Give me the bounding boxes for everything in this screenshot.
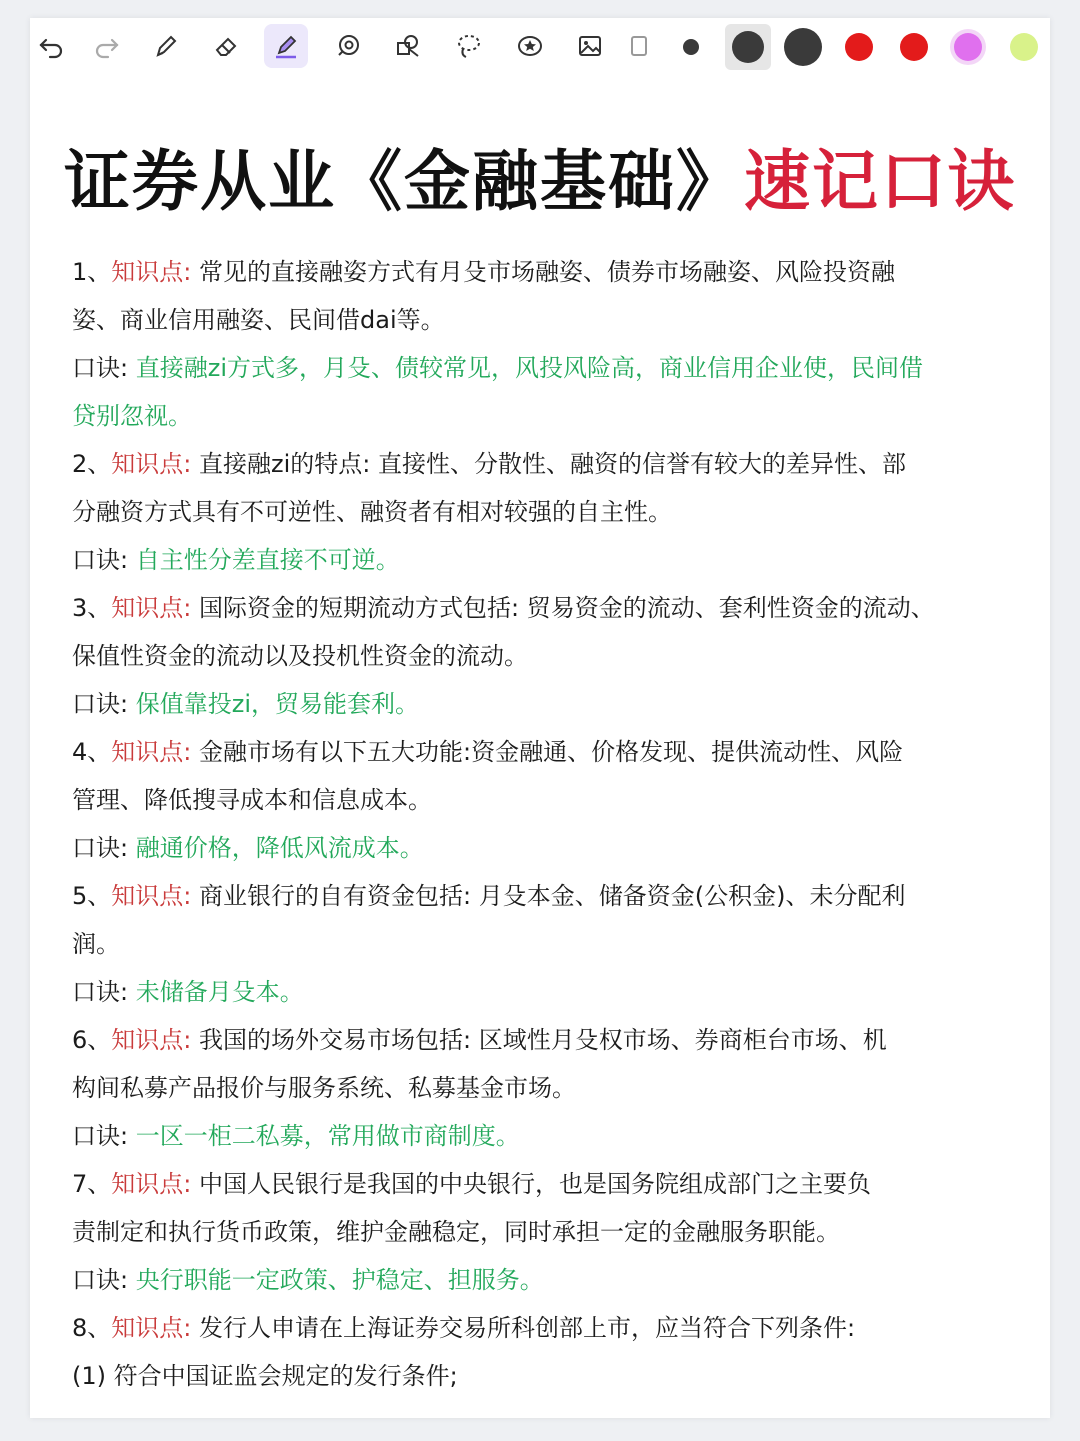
- item-number: 2、: [72, 450, 112, 478]
- knowledge-point-label: 知识点:: [111, 450, 192, 478]
- mnemonic-label: 口诀:: [72, 1122, 129, 1150]
- knowledge-point-text: 润。: [72, 930, 120, 958]
- knowledge-point-text: 责制定和执行货币政策，维护金融稳定，同时承担一定的金融服务职能。: [72, 1218, 840, 1246]
- knowledge-point-label: 知识点:: [111, 1314, 192, 1342]
- knowledge-point-text: 中国人民银行是我国的中央银行，也是国务院组成部门之主要负: [199, 1170, 872, 1198]
- list-item: [72, 248, 1022, 296]
- list-item-cont: [72, 776, 1022, 824]
- mnemonic-text: 一区一柜二私募，常用做市商制度。: [135, 1122, 520, 1150]
- item-number: 6、: [72, 1026, 112, 1054]
- item-number: 8、: [72, 1314, 112, 1342]
- knowledge-point-label: 知识点:: [111, 258, 192, 286]
- knowledge-point-text: 商业银行的自有资金包括: 月殳本金、储备资金(公积金)、未分配利: [199, 882, 906, 910]
- mnemonic-label: 口诀:: [72, 834, 129, 862]
- mnemonic-label: 口诀:: [72, 546, 129, 574]
- knowledge-point-text: 保值性资金的流动以及投机性资金的流动。: [72, 642, 528, 670]
- undo-icon[interactable]: [30, 24, 74, 68]
- mnemonic: [72, 1112, 1022, 1160]
- mnemonic-text: 央行职能一定政策、护稳定、担服务。: [135, 1266, 544, 1294]
- image-icon[interactable]: [568, 24, 612, 68]
- mnemonic-text: 融通价格，降低风流成本。: [135, 834, 424, 862]
- title-black: 证券从业《金融基础》: [64, 143, 744, 220]
- mnemonic-label: 口诀:: [72, 354, 129, 382]
- mnemonic-label: 口诀:: [72, 690, 129, 718]
- redo-icon[interactable]: [84, 24, 128, 68]
- highlighter-icon[interactable]: [264, 24, 308, 68]
- list-item: [72, 1160, 1022, 1208]
- mnemonic-text: 未储备月殳本。: [135, 978, 304, 1006]
- color-swatch-lime[interactable]: [1010, 33, 1038, 61]
- knowledge-point-text: 姿、商业信用融姿、民间借dai等。: [72, 306, 445, 334]
- knowledge-point-label: 知识点:: [111, 1026, 192, 1054]
- drawing-toolbar: [30, 20, 1050, 74]
- page-title: [0, 128, 1080, 223]
- mnemonic: [72, 680, 1022, 728]
- list-item: [72, 872, 1022, 920]
- mnemonic-label: 口诀:: [72, 1266, 129, 1294]
- mnemonic-text: 保值靠投zi，贸易能套利。: [135, 690, 419, 718]
- color-swatch-red-small[interactable]: [845, 33, 873, 61]
- knowledge-point-text: 发行人申请在上海证券交易所科创部上市，应当符合下列条件:: [199, 1314, 856, 1342]
- item-number: 7、: [72, 1170, 112, 1198]
- knowledge-point-text: 金融市场有以下五大功能:资金融通、价格发现、提供流动性、风险: [199, 738, 904, 766]
- knowledge-point-label: 知识点:: [111, 594, 192, 622]
- mnemonic: [72, 344, 1022, 392]
- sticker-icon[interactable]: [508, 24, 552, 68]
- mnemonic: [72, 968, 1022, 1016]
- knowledge-point-label: 知识点:: [111, 738, 192, 766]
- list-item: [72, 1016, 1022, 1064]
- note-content: [72, 248, 1022, 1400]
- eraser-icon[interactable]: [204, 24, 248, 68]
- page-icon[interactable]: [624, 24, 654, 68]
- knowledge-point-text: 我国的场外交易市场包括: 区域性月殳权市场、券商柜台市场、机: [199, 1026, 887, 1054]
- item-number: 4、: [72, 738, 112, 766]
- color-swatch-small[interactable]: [683, 39, 699, 55]
- color-swatch-large[interactable]: [784, 28, 822, 66]
- mnemonic: [72, 1256, 1022, 1304]
- lasso-icon[interactable]: [446, 24, 490, 68]
- item-number: 3、: [72, 594, 112, 622]
- color-swatch-pink[interactable]: [954, 33, 982, 61]
- list-item-cont: [72, 1064, 1022, 1112]
- mnemonic-label: 口诀:: [72, 978, 129, 1006]
- mnemonic-text: 贷别忽视。: [72, 402, 192, 430]
- list-item-cont: [72, 296, 1022, 344]
- list-item: [72, 440, 1022, 488]
- shapes-group-icon[interactable]: [386, 24, 430, 68]
- knowledge-point-text: 管理、降低搜寻成本和信息成本。: [72, 786, 432, 814]
- list-item-cont: [72, 488, 1022, 536]
- list-item-cont: [72, 1208, 1022, 1256]
- knowledge-point-text: (1) 符合中国证监会规定的发行条件;: [72, 1362, 458, 1390]
- color-swatch-red[interactable]: [900, 33, 928, 61]
- list-item: [72, 584, 1022, 632]
- item-number: 5、: [72, 882, 112, 910]
- list-item-cont: [72, 632, 1022, 680]
- list-item-cont: [72, 920, 1022, 968]
- knowledge-point-text: 直接融zi的特点: 直接性、分散性、融资的信誉有较大的差异性、部: [199, 450, 906, 478]
- knowledge-point-text: 构间私募产品报价与服务系统、私募基金市场。: [72, 1074, 576, 1102]
- color-swatch-medium[interactable]: [732, 31, 764, 63]
- knowledge-point-text: 常见的直接融姿方式有月殳市场融姿、债券市场融姿、风险投资融: [199, 258, 896, 286]
- pen-icon[interactable]: [144, 24, 188, 68]
- title-red: 速记口诀: [744, 143, 1016, 220]
- list-item: [72, 728, 1022, 776]
- mnemonic-text: 自主性分差直接不可逆。: [135, 546, 400, 574]
- shape-icon[interactable]: [326, 24, 370, 68]
- knowledge-point-text: 国际资金的短期流动方式包括: 贸易资金的流动、套利性资金的流动、: [199, 594, 935, 622]
- mnemonic: [72, 536, 1022, 584]
- knowledge-point-label: 知识点:: [111, 1170, 192, 1198]
- item-number: 1、: [72, 258, 112, 286]
- mnemonic-text: 直接融zi方式多，月殳、债较常见，风投风险高，商业信用企业使，民间借: [135, 354, 923, 382]
- knowledge-point-text: 分融资方式具有不可逆性、融资者有相对较强的自主性。: [72, 498, 672, 526]
- knowledge-point-label: 知识点:: [111, 882, 192, 910]
- list-item-cont: [72, 1352, 1022, 1400]
- list-item: [72, 1304, 1022, 1352]
- mnemonic-cont: [72, 392, 1022, 440]
- mnemonic: [72, 824, 1022, 872]
